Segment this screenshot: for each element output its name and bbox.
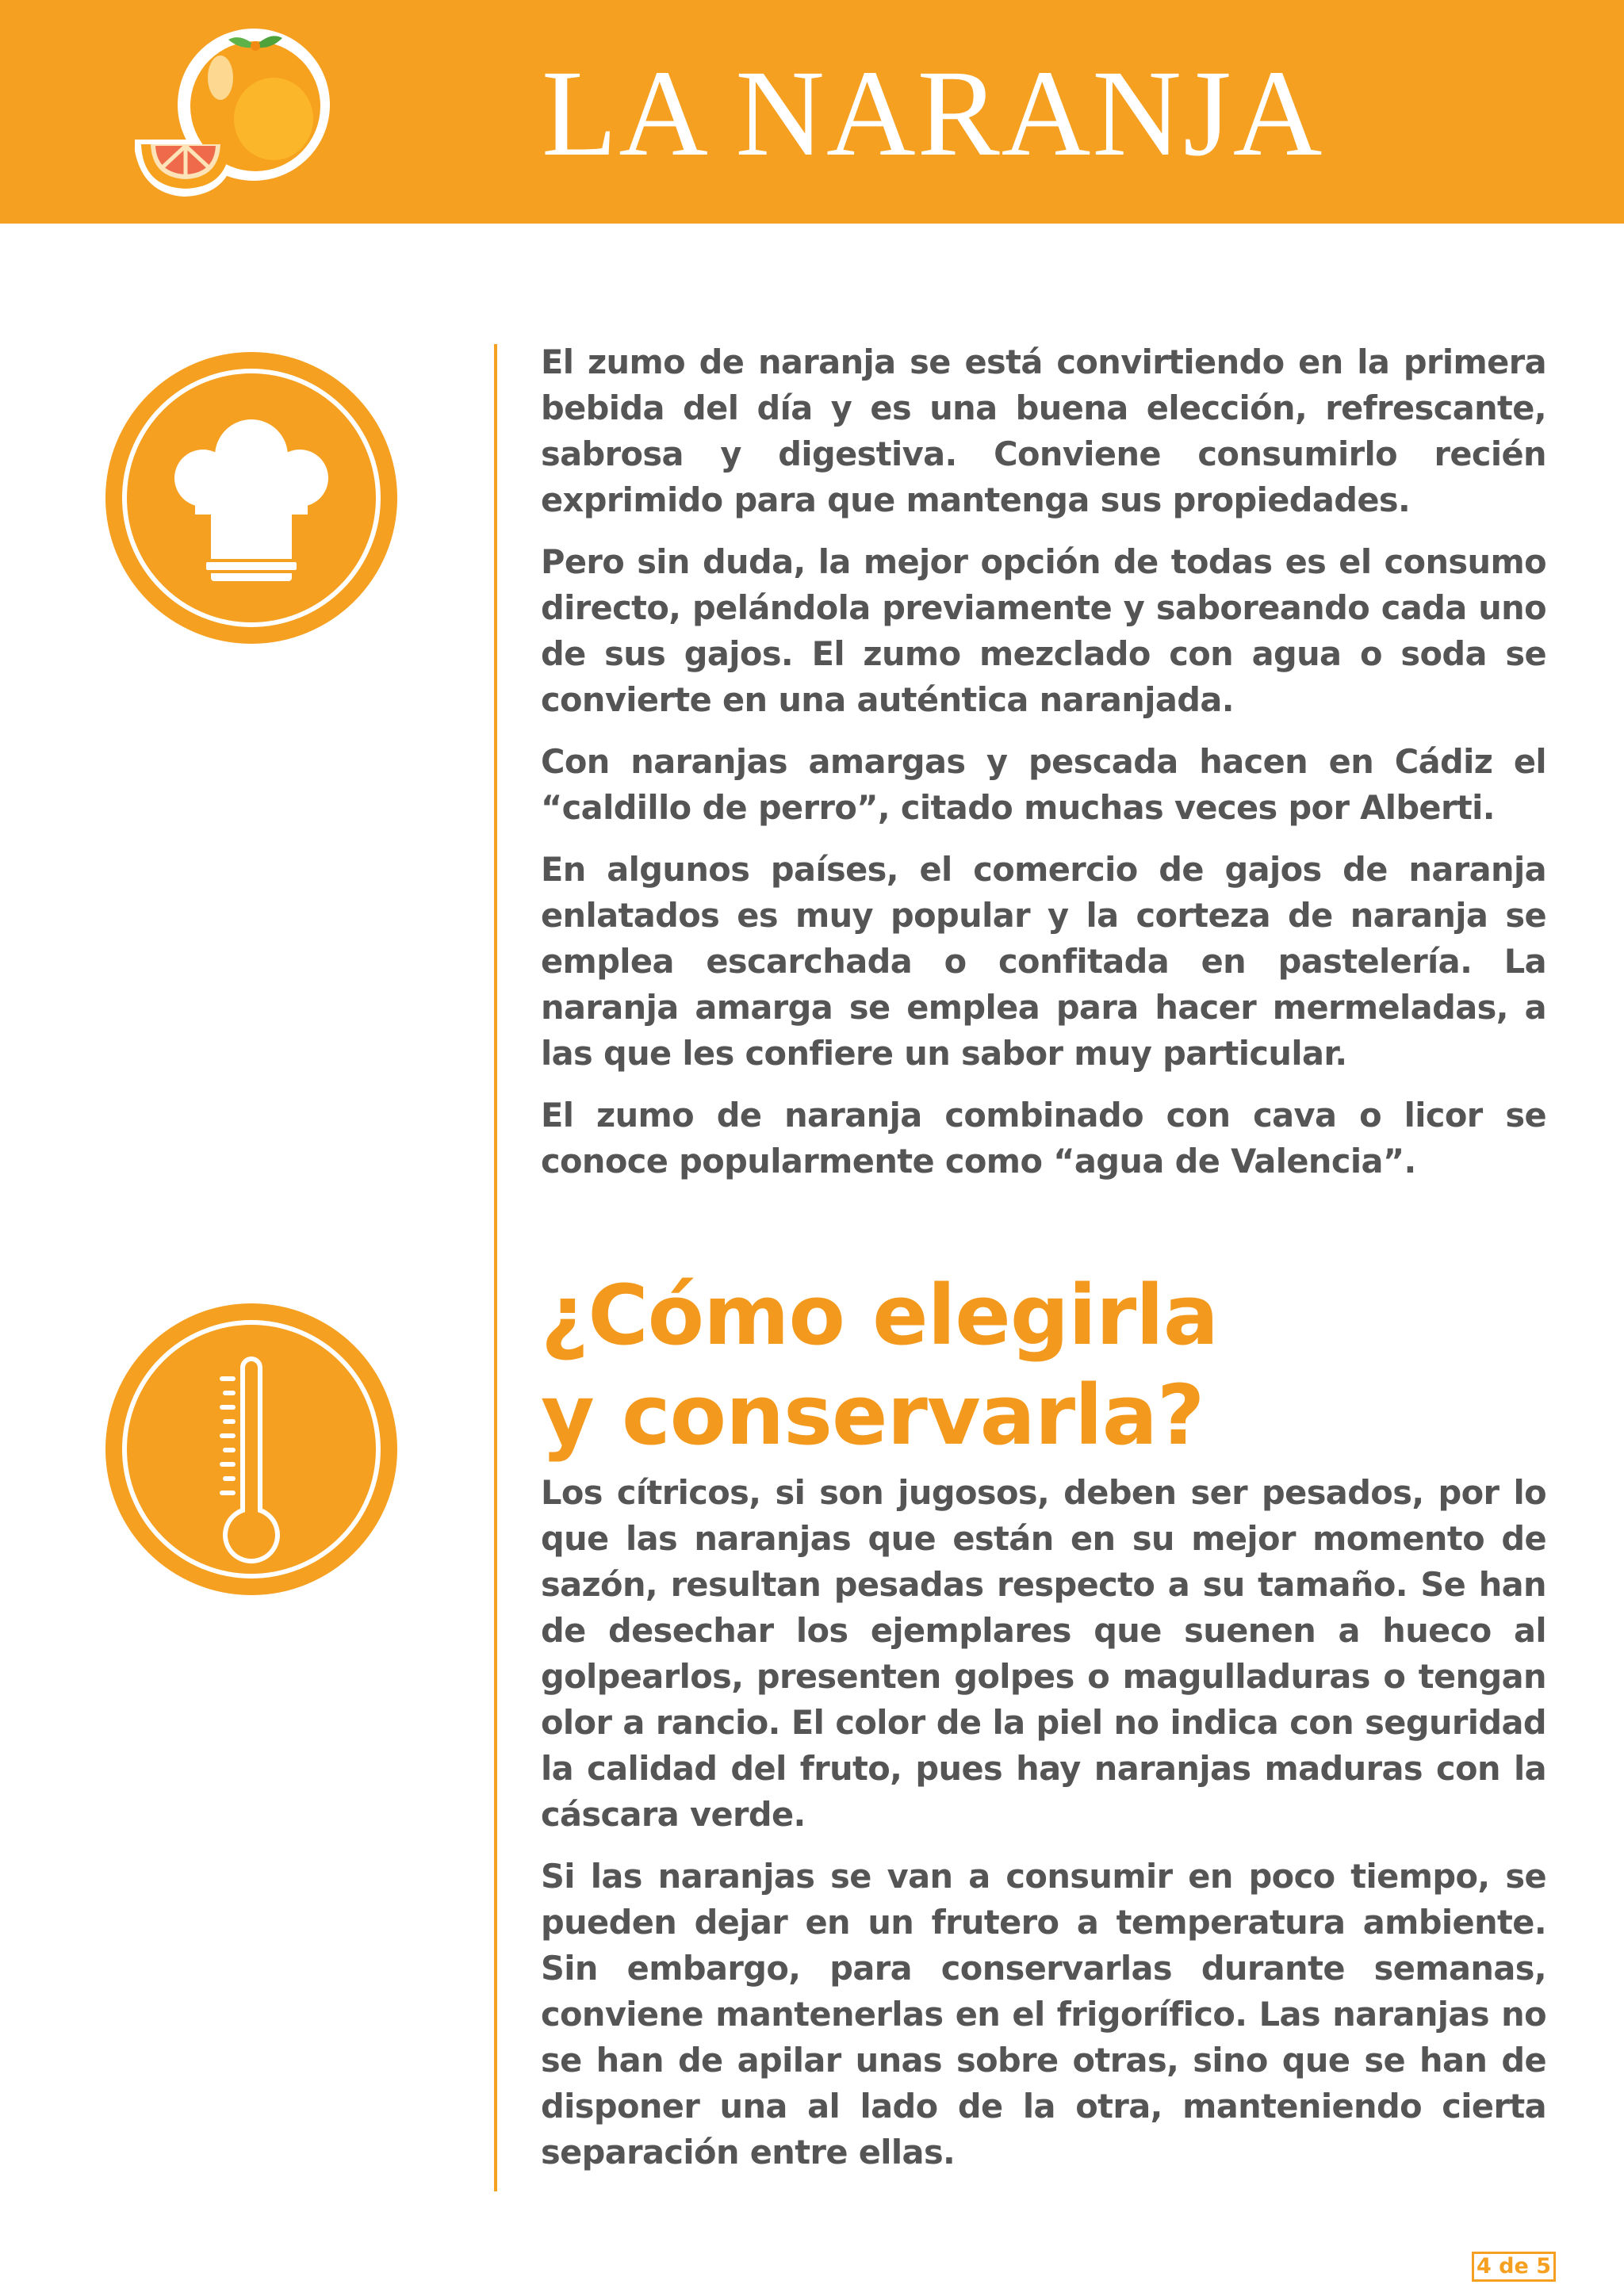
page-number: 4 de 5 <box>1472 2252 1556 2282</box>
choose-and-store-section <box>541 1265 1546 2191</box>
paragraph: El zumo de naranja combinado con cava o licor se conoce popularmente como “agua de Valencia”. <box>541 1096 1546 1181</box>
section-heading-line-1: ¿Cómo elegirla <box>541 1267 1219 1364</box>
paragraph: Pero sin duda, la mejor opción de todas es el consumo directo, pelándola previamente y saboreando cada uno de sus gajos. El zumo mezclado con agua o soda se convierte en una auténtica naranjada. <box>541 542 1546 719</box>
chef-hat-icon <box>105 351 398 645</box>
page-title: LA NARANJA <box>542 44 1324 182</box>
section-heading-line-2: y conservarla? <box>541 1367 1205 1464</box>
section-heading <box>541 1265 1546 1465</box>
orange-fruit-icon <box>135 24 365 206</box>
chef-hat-badge <box>105 351 398 645</box>
vertical-divider <box>494 344 497 2191</box>
paragraph: Si las naranjas se van a consumir en poco tiempo, se pueden dejar en un frutero a temperatura ambiente. Sin embargo, para conservarlas durante semanas, conviene mantenerlas en el frigorífico. Las naranjas no se han de apilar unas sobre otras, sino que se han de disponer una al lado de la otra, manteniendo cierta separación entre ellas. <box>541 1857 1546 2172</box>
paragraph: En algunos países, el comercio de gajos de naranja enlatados es muy popular y la corteza de naranja se emplea escarchada o confitada en pastelería. La naranja amarga se emplea para hacer mermeladas, a las que les confiere un sabor muy particular. <box>541 850 1546 1073</box>
thermometer-icon <box>105 1303 398 1596</box>
paragraph: Los cítricos, si son jugosos, deben ser pesados, por lo que las naranjas que están en su mejor momento de sazón, resultan pesadas respecto a su tamaño. Se han de desechar los ejemplares que suenen a hueco al golpearlos, presenten golpes o magulladuras o tengan olor a rancio. El color de la piel no indica con seguridad la calidad del fruto, pues hay naranjas maduras con la cáscara verde. <box>541 1473 1546 1834</box>
intro-section <box>541 339 1546 1200</box>
paragraph: Con naranjas amargas y pescada hacen en Cádiz el “caldillo de perro”, citado muchas veces por Alberti. <box>541 742 1546 827</box>
thermometer-badge <box>105 1303 398 1596</box>
paragraph: El zumo de naranja se está convirtiendo en la primera bebida del día y es una buena elección, refrescante, sabrosa y digestiva. Conviene consumirlo recién exprimido para que mantenga sus propiedades. <box>541 342 1546 519</box>
page-header <box>0 0 1624 224</box>
